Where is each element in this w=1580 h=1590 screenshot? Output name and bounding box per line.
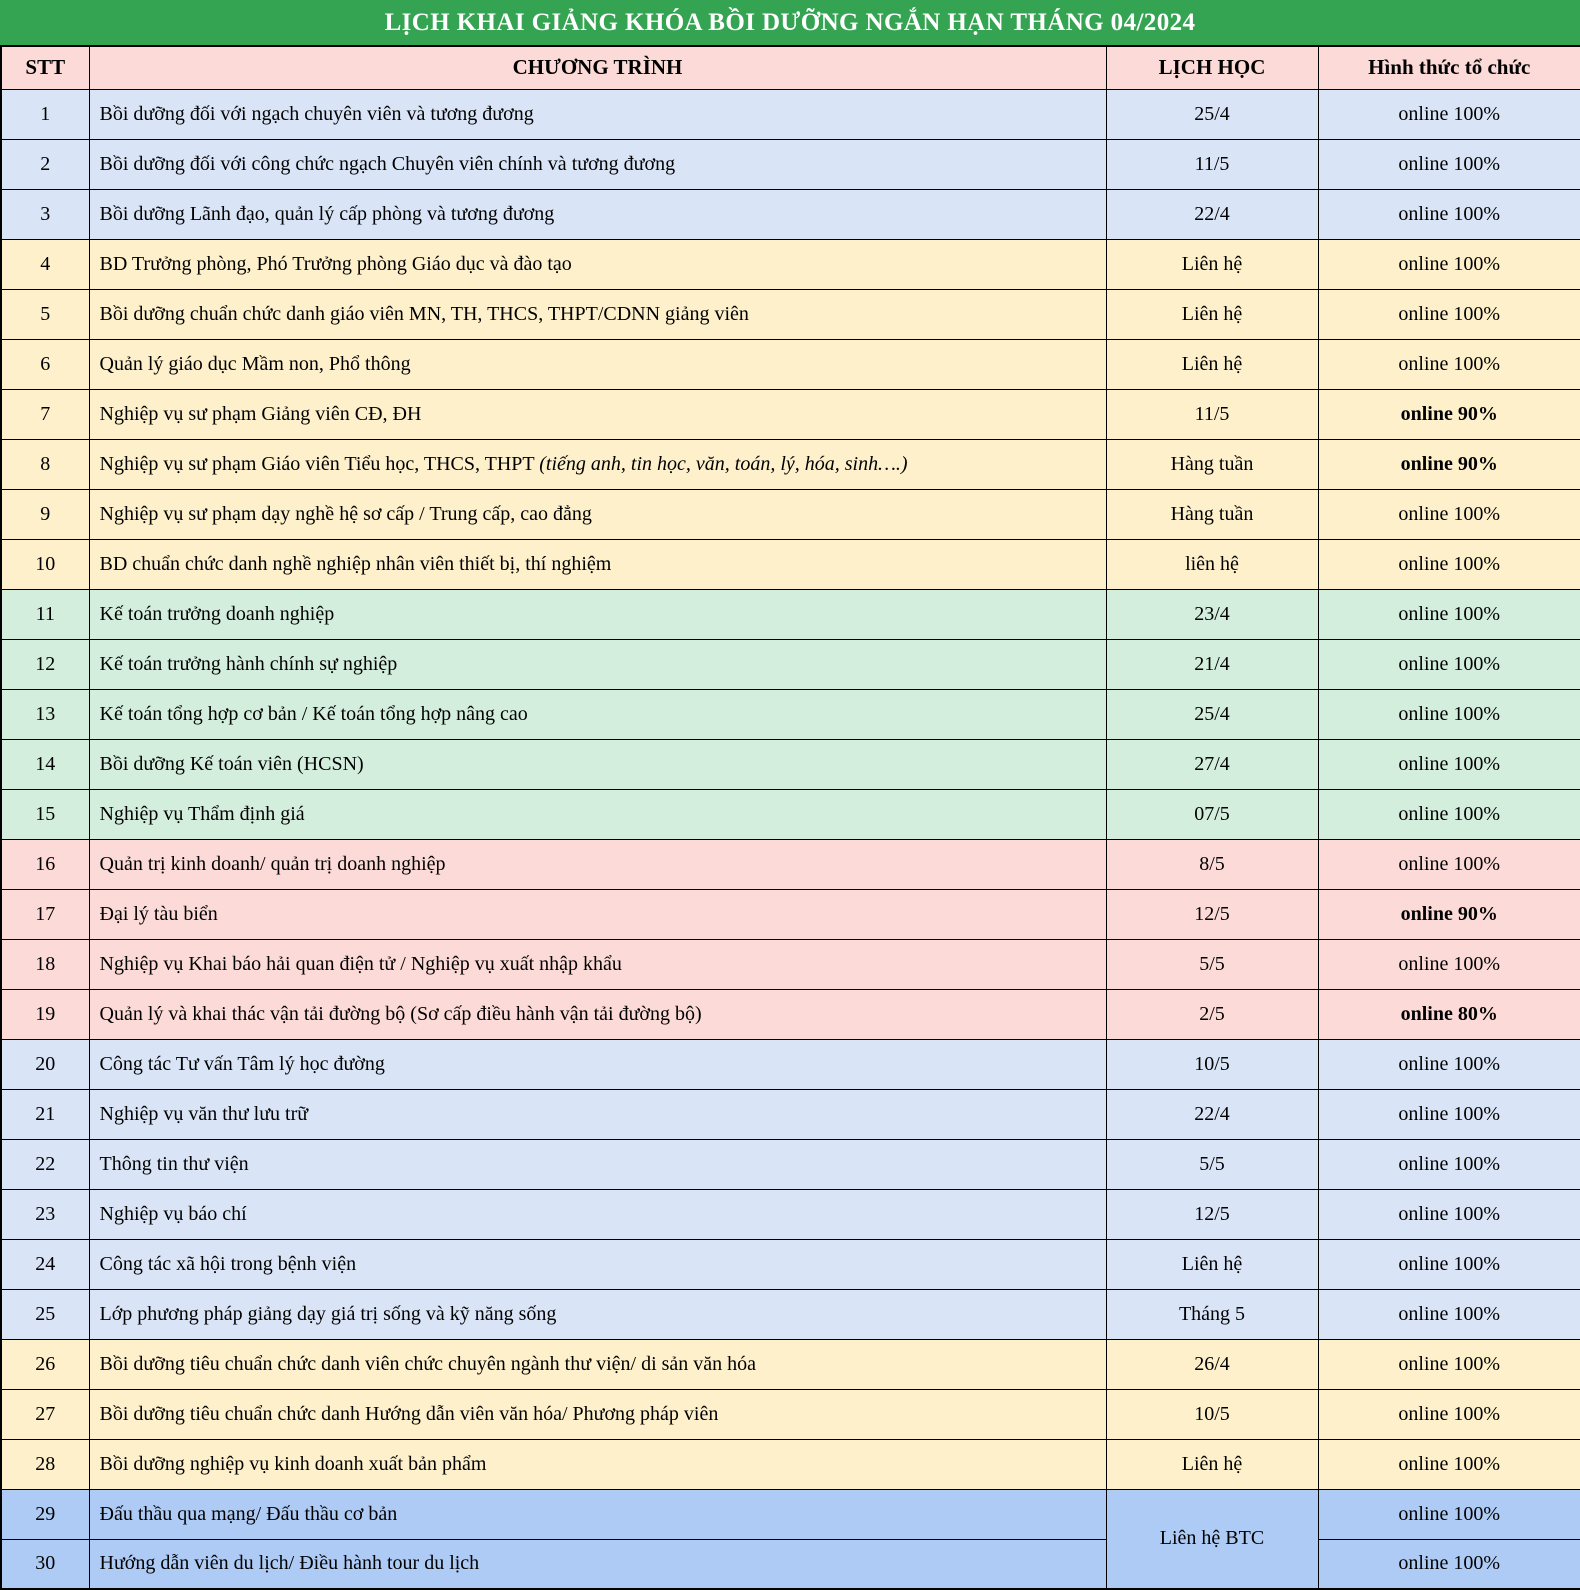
table-row: [1, 1089, 1580, 1139]
format-cell: online 100%: [1318, 1089, 1580, 1139]
format-cell: online 100%: [1318, 339, 1580, 389]
schedule-cell: Liên hệ: [1106, 239, 1318, 289]
row-number: 23: [1, 1189, 89, 1239]
program-cell: Thông tin thư viện: [89, 1139, 1106, 1189]
row-number: 25: [1, 1289, 89, 1339]
format-cell: online 100%: [1318, 1539, 1580, 1589]
program-cell: Bồi dưỡng tiêu chuẩn chức danh viên chức chuyên ngành thư viện/ di sản văn hóa: [89, 1339, 1106, 1389]
program-cell: Quản lý và khai thác vận tải đường bộ (Sơ cấp điều hành vận tải đường bộ): [89, 989, 1106, 1039]
page-title: LỊCH KHAI GIẢNG KHÓA BỒI DƯỠNG NGẮN HẠN THÁNG 04/2024: [0, 0, 1580, 45]
row-number: 13: [1, 689, 89, 739]
schedule-cell: 2/5: [1106, 989, 1318, 1039]
format-cell: online 100%: [1318, 539, 1580, 589]
column-header-format: Hình thức tổ chức: [1318, 46, 1580, 89]
program-cell: Bồi dưỡng Kế toán viên (HCSN): [89, 739, 1106, 789]
table-row: [1, 1239, 1580, 1289]
header-row: [1, 46, 1580, 89]
row-number: 5: [1, 289, 89, 339]
row-number: 17: [1, 889, 89, 939]
schedule-cell: 12/5: [1106, 889, 1318, 939]
program-subjects-note: (tiếng anh, tin học, văn, toán, lý, hóa, sinh….): [539, 452, 908, 475]
row-number: 16: [1, 839, 89, 889]
row-number: 18: [1, 939, 89, 989]
table-row: [1, 239, 1580, 289]
program-cell: Nghiệp vụ Khai báo hải quan điện tử / Nghiệp vụ xuất nhập khẩu: [89, 939, 1106, 989]
table-row: [1, 989, 1580, 1039]
row-number: 11: [1, 589, 89, 639]
format-cell: online 100%: [1318, 1289, 1580, 1339]
format-cell: online 100%: [1318, 689, 1580, 739]
table-row: [1, 839, 1580, 889]
row-number: 7: [1, 389, 89, 439]
schedule-cell: 21/4: [1106, 639, 1318, 689]
program-cell: BD Trưởng phòng, Phó Trưởng phòng Giáo dục và đào tạo: [89, 239, 1106, 289]
program-cell: Kế toán trưởng hành chính sự nghiệp: [89, 639, 1106, 689]
table-row: [1, 889, 1580, 939]
program-cell: Công tác Tư vấn Tâm lý học đường: [89, 1039, 1106, 1089]
format-cell: online 100%: [1318, 1039, 1580, 1089]
program-cell: Quản trị kinh doanh/ quản trị doanh nghiệp: [89, 839, 1106, 889]
program-cell: Bồi dưỡng đối với ngạch chuyên viên và tương đương: [89, 89, 1106, 139]
format-cell: online 100%: [1318, 289, 1580, 339]
table-row: [1, 489, 1580, 539]
schedule-cell: 25/4: [1106, 689, 1318, 739]
table-row: [1, 439, 1580, 489]
row-number: 15: [1, 789, 89, 839]
table-row: [1, 739, 1580, 789]
row-number: 1: [1, 89, 89, 139]
format-cell: online 100%: [1318, 1139, 1580, 1189]
table-row: [1, 539, 1580, 589]
format-cell: online 100%: [1318, 1189, 1580, 1239]
schedule-cell: 23/4: [1106, 589, 1318, 639]
program-cell: Lớp phương pháp giảng dạy giá trị sống và kỹ năng sống: [89, 1289, 1106, 1339]
schedule-cell: Tháng 5: [1106, 1289, 1318, 1339]
table-row: [1, 1389, 1580, 1439]
format-cell: online 100%: [1318, 639, 1580, 689]
row-number: 6: [1, 339, 89, 389]
format-cell: online 100%: [1318, 939, 1580, 989]
row-number: 12: [1, 639, 89, 689]
program-cell: Đấu thầu qua mạng/ Đấu thầu cơ bản: [89, 1489, 1106, 1539]
table-row: [1, 189, 1580, 239]
row-number: 14: [1, 739, 89, 789]
table-row: [1, 339, 1580, 389]
format-cell: online 100%: [1318, 1239, 1580, 1289]
program-cell: Bồi dưỡng nghiệp vụ kinh doanh xuất bản phẩm: [89, 1439, 1106, 1489]
table-row: [1, 1289, 1580, 1339]
table-row: [1, 1039, 1580, 1089]
column-header-schedule: LỊCH HỌC: [1106, 46, 1318, 89]
row-number: 21: [1, 1089, 89, 1139]
schedule-cell: Liên hệ BTC: [1106, 1489, 1318, 1589]
format-cell: online 90%: [1318, 389, 1580, 439]
format-cell: online 100%: [1318, 739, 1580, 789]
schedule-cell: 10/5: [1106, 1389, 1318, 1439]
schedule-cell: Liên hệ: [1106, 1439, 1318, 1489]
schedule-cell: liên hệ: [1106, 539, 1318, 589]
format-cell: online 100%: [1318, 589, 1580, 639]
row-number: 19: [1, 989, 89, 1039]
format-cell: online 100%: [1318, 139, 1580, 189]
row-number: 30: [1, 1539, 89, 1589]
schedule-cell: 5/5: [1106, 939, 1318, 989]
row-number: 26: [1, 1339, 89, 1389]
table-row: [1, 589, 1580, 639]
table-row: [1, 1339, 1580, 1389]
table-row: [1, 139, 1580, 189]
schedule-cell: Hàng tuần: [1106, 439, 1318, 489]
format-cell: online 100%: [1318, 489, 1580, 539]
row-number: 9: [1, 489, 89, 539]
row-number: 10: [1, 539, 89, 589]
program-cell: Hướng dẫn viên du lịch/ Điều hành tour du lịch: [89, 1539, 1106, 1589]
format-cell: online 100%: [1318, 789, 1580, 839]
row-number: 4: [1, 239, 89, 289]
schedule-cell: 8/5: [1106, 839, 1318, 889]
format-cell: online 100%: [1318, 239, 1580, 289]
table-row: [1, 789, 1580, 839]
schedule-cell: 22/4: [1106, 1089, 1318, 1139]
format-cell: online 100%: [1318, 839, 1580, 889]
format-cell: online 100%: [1318, 1489, 1580, 1539]
row-number: 22: [1, 1139, 89, 1189]
table-row: [1, 89, 1580, 139]
row-number: 20: [1, 1039, 89, 1089]
table-row: [1, 1439, 1580, 1489]
program-cell: Bồi dưỡng chuẩn chức danh giáo viên MN, TH, THCS, THPT/CDNN giảng viên: [89, 289, 1106, 339]
schedule-cell: 11/5: [1106, 389, 1318, 439]
schedule-cell: 5/5: [1106, 1139, 1318, 1189]
schedule-cell: Hàng tuần: [1106, 489, 1318, 539]
row-number: 27: [1, 1389, 89, 1439]
row-number: 3: [1, 189, 89, 239]
program-cell: Đại lý tàu biển: [89, 889, 1106, 939]
table-row: [1, 1139, 1580, 1189]
program-cell: Nghiệp vụ Thẩm định giá: [89, 789, 1106, 839]
table-row: [1, 389, 1580, 439]
table-row: [1, 639, 1580, 689]
program-cell: Công tác xã hội trong bệnh viện: [89, 1239, 1106, 1289]
column-header-program: CHƯƠNG TRÌNH: [89, 46, 1106, 89]
schedule-cell: 27/4: [1106, 739, 1318, 789]
program-cell: Bồi dưỡng đối với công chức ngạch Chuyên viên chính và tương đương: [89, 139, 1106, 189]
table-row: [1, 1489, 1580, 1539]
format-cell: online 100%: [1318, 89, 1580, 139]
format-cell: online 100%: [1318, 1389, 1580, 1439]
format-cell: online 80%: [1318, 989, 1580, 1039]
row-number: 8: [1, 439, 89, 489]
table-row: [1, 689, 1580, 739]
schedule-cell: 07/5: [1106, 789, 1318, 839]
schedule-cell: 22/4: [1106, 189, 1318, 239]
program-cell: Kế toán tổng hợp cơ bản / Kế toán tổng hợp nâng cao: [89, 689, 1106, 739]
schedule-cell: 25/4: [1106, 89, 1318, 139]
program-cell: Bồi dưỡng Lãnh đạo, quản lý cấp phòng và tương đương: [89, 189, 1106, 239]
schedule-cell: Liên hệ: [1106, 289, 1318, 339]
row-number: 24: [1, 1239, 89, 1289]
program-cell: Nghiệp vụ văn thư lưu trữ: [89, 1089, 1106, 1139]
column-header-stt: STT: [1, 46, 89, 89]
row-number: 28: [1, 1439, 89, 1489]
row-number: 2: [1, 139, 89, 189]
schedule-table: [0, 45, 1580, 1590]
schedule-cell: 10/5: [1106, 1039, 1318, 1089]
program-cell: Nghiệp vụ sư phạm Giảng viên CĐ, ĐH: [89, 389, 1106, 439]
program-cell: BD chuẩn chức danh nghề nghiệp nhân viên thiết bị, thí nghiệm: [89, 539, 1106, 589]
format-cell: online 90%: [1318, 889, 1580, 939]
schedule-cell: Liên hệ: [1106, 339, 1318, 389]
program-cell: Nghiệp vụ sư phạm dạy nghề hệ sơ cấp / Trung cấp, cao đẳng: [89, 489, 1106, 539]
table-row: [1, 289, 1580, 339]
table-row: [1, 939, 1580, 989]
table-row: [1, 1539, 1580, 1589]
schedule-cell: 26/4: [1106, 1339, 1318, 1389]
schedule-cell: 12/5: [1106, 1189, 1318, 1239]
schedule-cell: 11/5: [1106, 139, 1318, 189]
program-cell: Nghiệp vụ báo chí: [89, 1189, 1106, 1239]
row-number: 29: [1, 1489, 89, 1539]
program-cell: Kế toán trưởng doanh nghiệp: [89, 589, 1106, 639]
format-cell: online 90%: [1318, 439, 1580, 489]
format-cell: online 100%: [1318, 1339, 1580, 1389]
format-cell: online 100%: [1318, 1439, 1580, 1489]
format-cell: online 100%: [1318, 189, 1580, 239]
schedule-cell: Liên hệ: [1106, 1239, 1318, 1289]
program-cell: Nghiệp vụ sư phạm Giáo viên Tiểu học, THCS, THPT (tiếng anh, tin học, văn, toán, lý, hóa, sinh….): [89, 439, 1106, 489]
program-cell: Bồi dưỡng tiêu chuẩn chức danh Hướng dẫn viên văn hóa/ Phương pháp viên: [89, 1389, 1106, 1439]
table-row: [1, 1189, 1580, 1239]
program-cell: Quản lý giáo dục Mầm non, Phổ thông: [89, 339, 1106, 389]
